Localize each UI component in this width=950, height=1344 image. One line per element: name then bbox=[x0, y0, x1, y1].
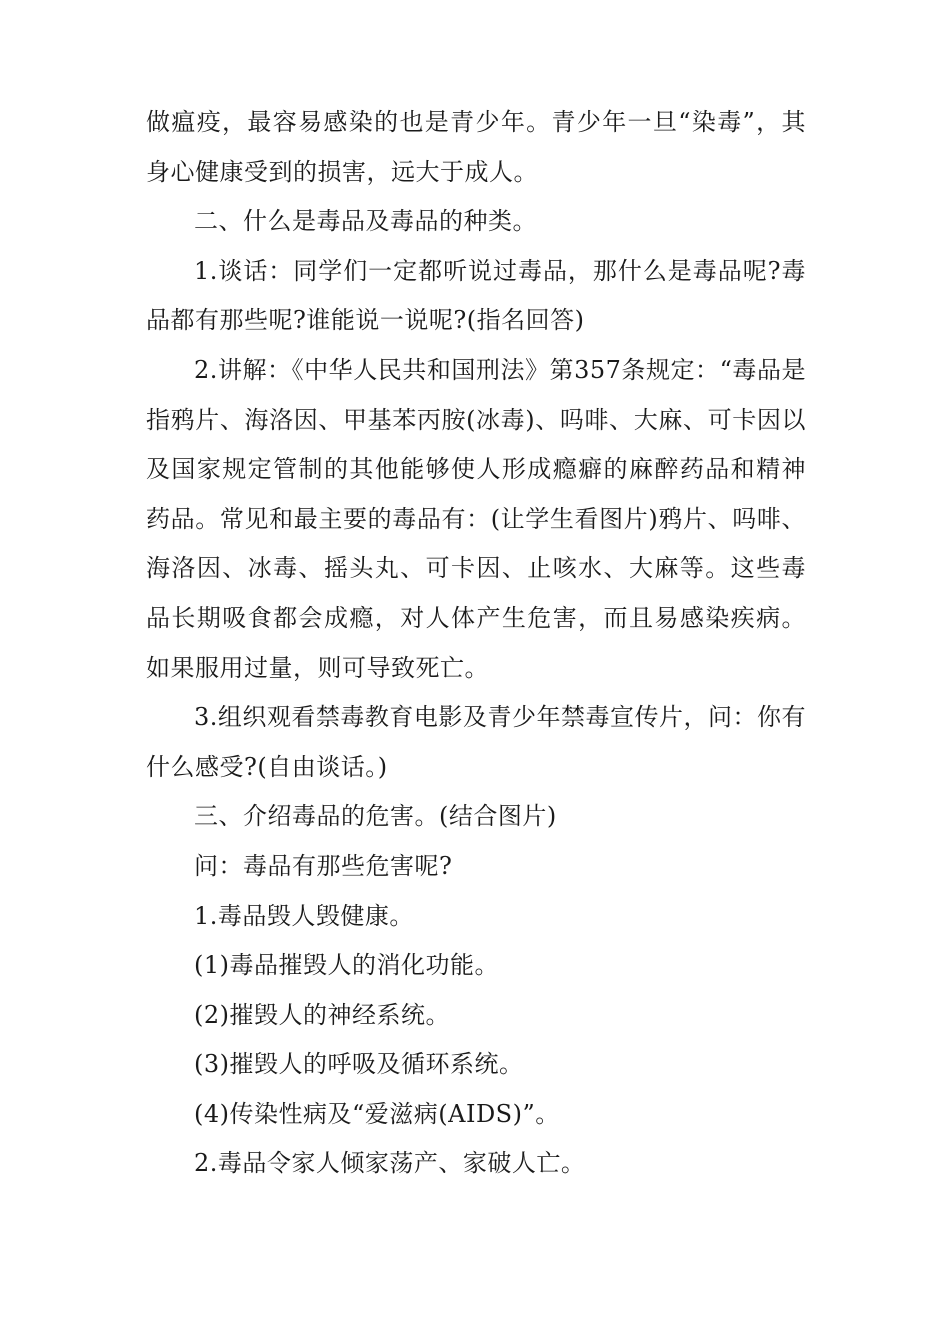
list-subitem-disease: (4)传染性病及“爱滋病(AIDS)”。 bbox=[194, 1099, 560, 1128]
list-subitem-digestive: (1)毒品摧毁人的消化功能。 bbox=[194, 951, 499, 980]
section-heading-drug-harms: 三、介绍毒品的危害。(结合图片) bbox=[194, 802, 557, 831]
paragraph-continuation: 做瘟疫，最容易感染的也是青少年。青少年一旦“染毒”，其身心健康受到的损害，远大于成人。 bbox=[146, 108, 806, 186]
list-item-family-harm: 2.毒品令家人倾家荡产、家破人亡。 bbox=[194, 1149, 586, 1178]
list-subitem-respiratory: (3)摧毁人的呼吸及循环系统。 bbox=[194, 1050, 524, 1079]
section-heading-drug-types: 二、什么是毒品及毒品的种类。 bbox=[194, 207, 537, 236]
list-subitem-nervous: (2)摧毁人的神经系统。 bbox=[194, 1000, 450, 1029]
document-body bbox=[146, 98, 806, 1189]
paragraph-explanation: 2.讲解：《中华人民共和国刑法》第357条规定：“毒品是指鸦片、海洛因、甲基苯丙胺(冰毒)、吗啡、大麻、可卡因以及国家规定管制的其他能够使人形成瘾癖的麻醉药品和精神药品。常见和最主要的毒品有：(让学生看图片)鸦片、吗啡、海洛因、冰毒、摇头丸、可卡因、止咳水、大麻等。这些毒品长期吸食都会成瘾，对人体产生危害，而且易感染疾病。如果服用过量，则可导致死亡。 bbox=[146, 355, 806, 682]
paragraph-discussion: 1.谈话：同学们一定都听说过毒品，那什么是毒品呢?毒品都有那些呢?谁能说一说呢?(指名回答) bbox=[146, 256, 806, 335]
paragraph-film-viewing: 3.组织观看禁毒教育电影及青少年禁毒宣传片，问：你有什么感受?(自由谈话。) bbox=[146, 703, 806, 781]
paragraph-question: 问：毒品有那些危害呢? bbox=[194, 851, 453, 880]
list-item-health-harm: 1.毒品毁人毁健康。 bbox=[194, 901, 414, 930]
